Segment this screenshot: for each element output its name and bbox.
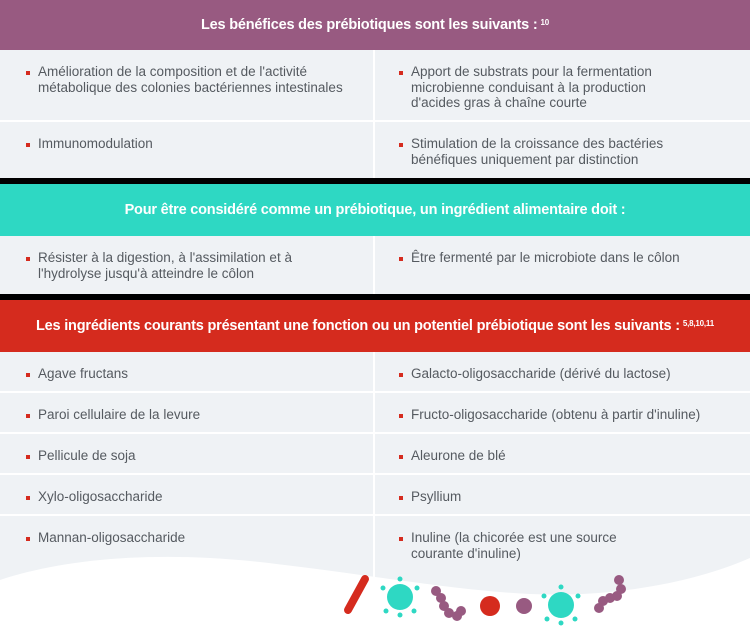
bullet-icon [399,257,403,261]
benefit-text: Immunomodulation [38,136,153,151]
ingredient-item [0,434,375,473]
bullet-icon [26,143,30,147]
ingredient-text: Xylo-oligosaccharide [38,489,163,504]
coccus-icon [516,598,532,614]
criteria-item [0,236,375,294]
ingredient-text: Mannan-oligosaccharide [38,530,186,545]
ingredients-row [0,434,750,475]
benefits-reference: 10 [540,17,549,27]
criteria-title: Pour être considéré comme un prébiotique, un ingrédient alimentaire doit : [124,202,626,218]
benefit-item [375,122,750,178]
bullet-icon [399,71,403,75]
ingredient-text: Inuline (la chicorée est une source courante d'inuline) [411,530,617,561]
benefit-text: Apport de substrats pour la fermentation microbienne conduisant à la production d'acides gras à chaîne courte [411,64,652,110]
benefit-item [375,50,750,120]
bullet-icon [399,496,403,500]
ingredient-text: Aleurone de blé [411,448,506,463]
ingredient-item [375,475,750,514]
ingredient-text: Psyllium [411,489,462,504]
ingredients-header [0,300,750,352]
ingredients-row [0,393,750,434]
bullet-icon [399,143,403,147]
ingredient-item [0,475,375,514]
wave-shape [0,557,750,637]
bullet-icon [26,455,30,459]
benefits-header [0,0,750,50]
benefit-text: Stimulation de la croissance des bactéries bénéfiques uniquement par distinction [411,136,664,167]
ingredient-text: Paroi cellulaire de la levure [38,407,201,422]
bullet-icon [26,496,30,500]
criteria-item [375,236,750,294]
ingredients-row [0,475,750,516]
benefit-item [0,122,375,178]
criteria-text: Résister à la digestion, à l'assimilation et à l'hydrolyse jusqu'à atteindre le côlon [38,250,292,281]
bullet-icon [26,257,30,261]
bullet-icon [26,373,30,377]
benefit-text: Amélioration de la composition et de l'activité métabolique des colonies bactériennes intestinales [38,64,343,95]
benefits-row [0,122,750,178]
ingredient-item [0,352,375,391]
benefits-row [0,50,750,122]
bullet-icon [399,373,403,377]
bacteria-decoration [0,520,750,637]
criteria-text: Être fermenté par le microbiote dans le côlon [411,250,680,265]
bullet-icon [26,71,30,75]
ingredient-item [375,434,750,473]
criteria-header [0,184,750,236]
benefits-title: Les bénéfices des prébiotiques sont les suivants : [201,17,538,33]
ingredient-text: Fructo-oligosaccharide (obtenu à partir d'inuline) [411,407,701,422]
ingredient-text: Agave fructans [38,366,129,381]
bullet-icon [399,455,403,459]
bullet-icon [399,414,403,418]
ingredient-text: Galacto-oligosaccharide (dérivé du lactose) [411,366,671,381]
ingredient-item [375,393,750,432]
ingredients-row [0,352,750,393]
ingredient-item [375,352,750,391]
bullet-icon [26,414,30,418]
ingredient-item [0,393,375,432]
coccus-icon [480,596,500,616]
ingredient-text: Pellicule de soja [38,448,136,463]
benefit-item [0,50,375,120]
ingredients-title: Les ingrédients courants présentant une fonction ou un potentiel prébiotique sont les suivants : [36,318,680,334]
ingredients-reference: 5,8,10,11 [682,318,714,328]
criteria-row [0,236,750,294]
